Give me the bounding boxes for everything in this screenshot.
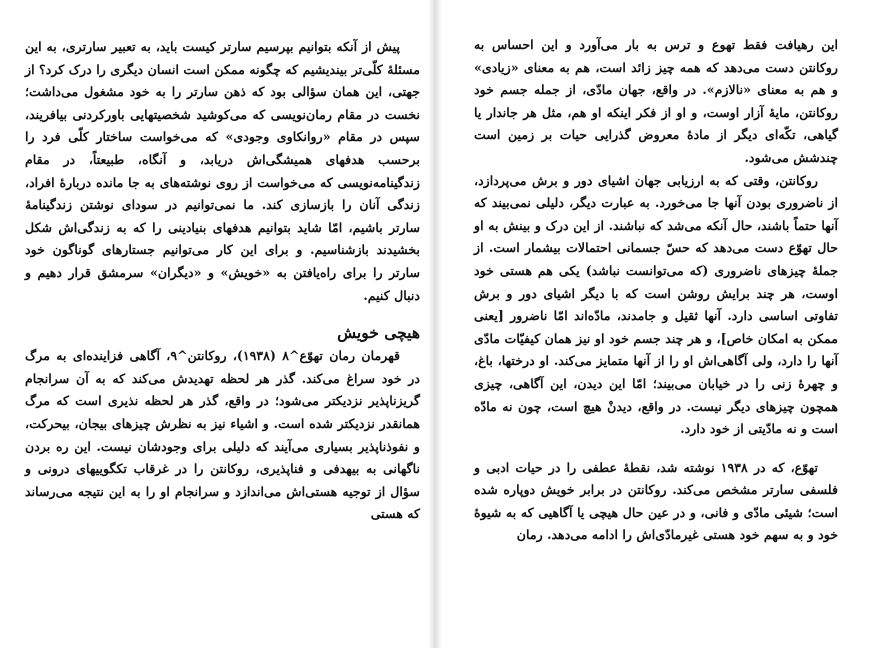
- right-paragraph-1: این رهیافت فقط تهوع و ترس به بار می‌آورد و این احساس به روکانتن دست می‌دهد که همه چیز زائد است، هم به معنای «زیادی» و هم به معنای «نالازم». در واقع، جهان مادّی، از جمله جسم خود روکانتن، مایهٔ آزار اوست، و او از فکر اینکه او هم، مثل هر جاندار یا گیاهی، تکّه‌ای دیگر از مادهٔ معروض گذرایی حیات بر زمین است چندشش می‌شود.: [474, 37, 838, 165]
- right-paragraph-2: روکانتن، وقتی که به ارزیابی جهان اشیای دور و برش می‌پردازد، از ناضروری بودن آنها جا می‌خورد. به عبارت دیگر، دلیلی نمی‌بیند که آنها حتماً باشند، حال آنکه می‌شد که نباشند. از این درک و بینش به او حال تهوّع دست می‌دهد که حسّ جسمانی احتمالات بیشمار است. از جملهٔ چیزهای ناضروری (که می‌توانست نباشد) یکی هم هستی خود اوست، هر چند برایش روشن است که با دیگر اشیای دور و برش تفاوتی اساسی دارد. آنها ثقیل و جامدند، مادّه‌اند امّا ناضرور [یعنی ممکن به امکان خاص]، و هر چند جسم خود او نیز همان کیفیّات مادّی آنها را دارد، ولی آگاهی‌اش او را از آنها متمایز می‌کند. او درختها، باغ، و چهرهٔ زنی را در خیابان می‌بیند؛ امّا این دیدن، این آگاهی، چیزی همچون چیزهای دیگر نیست. در واقع، دیدنْ هیچ است، چون نه مادّه است و نه مادّیتی از خود دارد.: [474, 172, 838, 437]
- book-gutter: [428, 0, 442, 648]
- left-paragraph-2: قهرمان رمان تهوّع^۸ (۱۹۳۸)، روکانتن^۹، آگاهی فزاینده‌ای به مرگ در خود سراغ می‌کند. گذر هر لحظه تهدیدش می‌کند که به آن سرانجام گریزناپذیر نزدیکتر می‌شود؛ در واقع، گذر هر لحظه نذیری است که مرگ همانقدر نزدیکتر شده است. و اشیاء نیز به نظرش چیزهای بیجان، بیحرکت، و نفوذناپذیر بسیاری می‌آیند که دلیلی برای وجودشان نیست. این ره بردن ناگهانی به بیهدفی و فناپذیری، روکانتن را در غرقاب تکگوییهای درونی و سؤال از توجیه هستی‌اش می‌اندازد و سرانجام او را به این نتیجه می‌رساند که هستی: [25, 348, 420, 522]
- right-page: [474, 34, 838, 547]
- left-page: [25, 36, 420, 526]
- right-paragraph-3: تهوّع، که در ۱۹۳۸ نوشته شد، نقطهٔ عطفی را در حیات ادبی و فلسفی سارتر مشخص می‌کند. روکانتن در برابر خویش دوپاره شده است؛ شیئی مادّی و فانی، و در عین حال هیچی یا آگاهیی که به شیوهٔ خود و به سهم خود هستی غیرمادّی‌اش را ادامه می‌دهد. رمان: [474, 459, 838, 543]
- section-heading: هیچی خویش: [337, 323, 420, 343]
- left-paragraph-1: پیش از آنکه بتوانیم بپرسیم سارتر کیست باید، به تعبیر سارتری، به این مسئلهٔ کلّی‌تر بیندیشیم که چگونه ممکن است انسان دیگری را درک کرد؟ از جهتی، این همان سؤالی بود که ذهن سارتر را به خود مشغول می‌داشت؛ نخست در مقام رمان‌نویسی که می‌کوشید شخصیتهایی باورکردنی بیافریند، سپس در مقام «روانکاوی وجودی» که می‌خواست ساختار کلّی فرد را برحسب هدفهای همیشگی‌اش دریابد، و آنگاه، طبیعتاً، در مقام زندگینامه‌نویسی که می‌خواست از روی نوشته‌های به جا مانده دربارهٔ افراد، زندگی آنان را بازسازی کند. ما نمی‌توانیم در سودای نوشتن زندگینامهٔ سارتر باشیم، امّا شاید بتوانیم هدفهای بنیادینی را که به زندگی‌اش شکل بخشیدند بازشناسیم. و برای این کار می‌توانیم جستارهای گوناگون خود سارتر را برای راه‌یافتن به «خویش» و «دیگران» سرمشق قرار دهیم و دنبال کنیم.: [25, 39, 420, 303]
